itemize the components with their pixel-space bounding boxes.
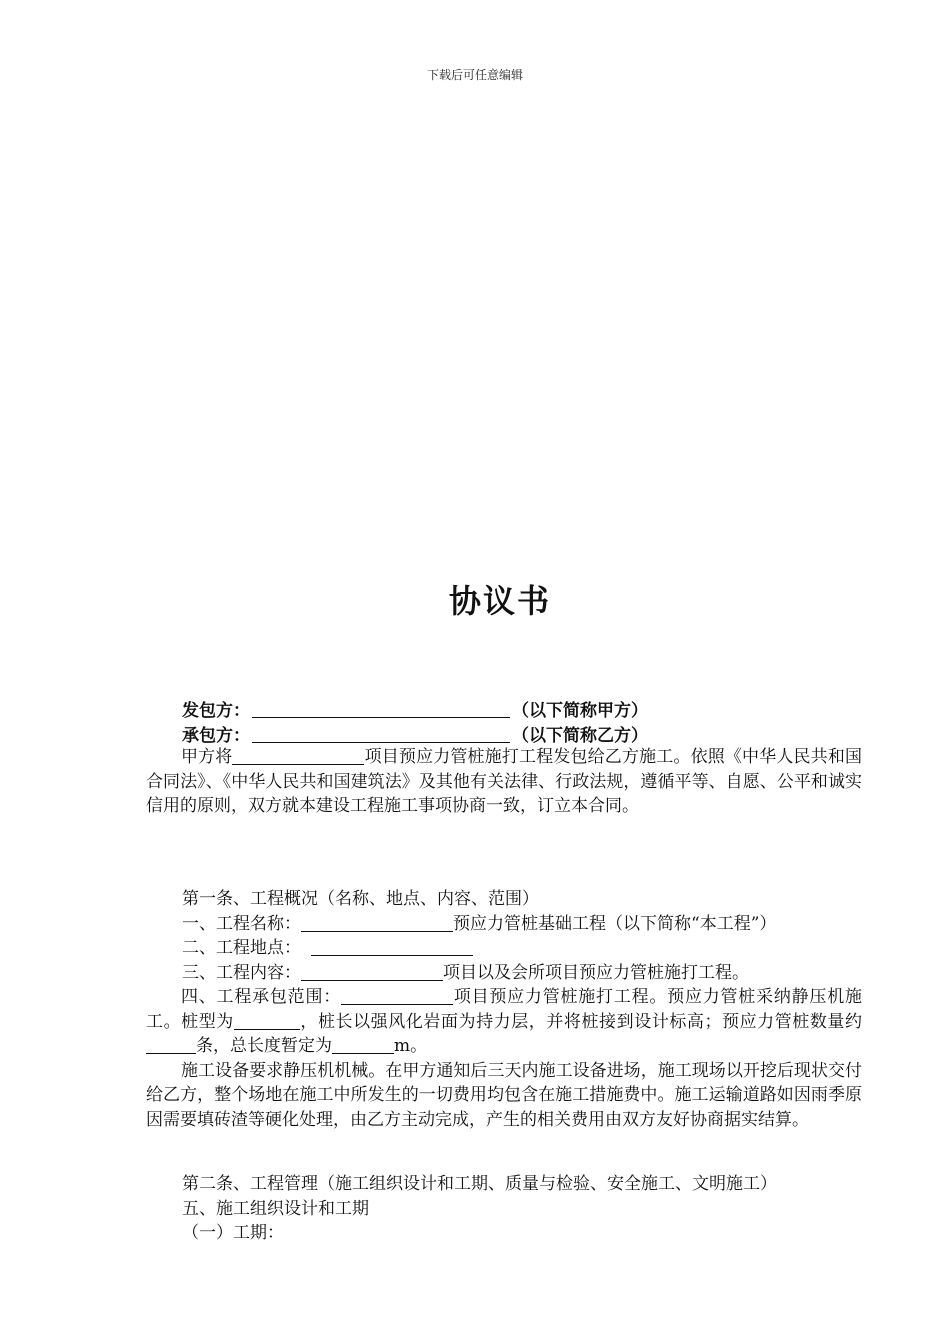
employer-label: 发包方： [182,701,250,721]
contractor-blank[interactable] [252,724,510,743]
document-title: 协议书 [448,582,551,620]
intro-paragraph [146,745,862,819]
project-scope-rest-1: 项目预应力管桩施打工程。预应力管桩采纳静压机施工。桩型为 [146,987,862,1032]
project-content-label: 三、工程内容： [182,962,301,983]
subsection-5-heading: 五、施工组织设计和工期 [182,1198,369,1219]
project-scope-rest-3: 条，总长度暂定为 [196,1036,332,1056]
employer-suffix: （以下简称甲方） [512,701,648,721]
equipment-paragraph: 施工设备要求静压机机械。在甲方通知后三天内施工设备进场，施工现场以开挖后现状交付给乙方，整个场地在施工中所发生的一切费用均包含在施工措施费中。施工运输道路如因雨季原因需要填砖渣等硬化处理，由乙方主动完成，产生的相关费用由双方友好协商据实结算。 [146,1060,862,1130]
project-name-blank[interactable] [232,746,364,765]
project-content-line [146,961,862,986]
project-scope-field[interactable] [341,986,453,1005]
subsection-5-1-heading: （一）工期： [182,1223,284,1243]
employer-blank[interactable] [252,699,510,718]
project-scope-paragraph [146,985,862,1059]
intro-prefix: 甲方将 [181,747,233,767]
contractor-label: 承包方： [182,726,250,746]
total-length-field[interactable] [332,1035,394,1054]
pile-count-field[interactable] [146,1035,196,1054]
header-note: 下载后可任意编辑 [426,68,523,82]
project-scope-rest-2: ，桩长以强风化岩面为持力层，并将桩接到设计标高；预应力管桩数量约 [299,1011,863,1032]
project-name-rest: 预应力管桩基础工程（以下简称“本工程”） [453,913,777,934]
article-1-section [146,887,862,1132]
project-name-label: 一、工程名称： [182,913,301,934]
article-2-section [146,1172,862,1246]
employer-line [182,699,648,724]
intro-section [146,745,862,819]
project-site-label: 二、工程地点： [182,938,301,958]
project-content-rest: 项目以及会所项目预应力管桩施打工程。 [443,962,749,983]
project-name-field[interactable] [301,913,453,932]
intro-rest: 项目预应力管桩施打工程发包给乙方施工。依照《中华人民共和国合同法》、《中华人民共和国建筑法》及其他有关法律、行政法规，遵循平等、自愿、公平和诚实信用的原则，双方就本建设工程施工事项协商一致，订立本合同。 [146,747,862,816]
pile-type-field[interactable] [234,1011,300,1030]
article-1-heading: 第一条、工程概况（名称、地点、内容、范围） [182,889,539,909]
project-content-field[interactable] [301,962,443,981]
project-site-line [146,936,862,961]
parties-block [182,699,648,749]
project-scope-label: 四、工程承包范围： [181,987,342,1007]
contractor-suffix: （以下简称乙方） [512,726,648,746]
article-2-heading: 第二条、工程管理（施工组织设计和工期、质量与检验、安全施工、文明施工） [182,1174,777,1194]
project-site-field[interactable] [311,937,473,956]
project-name-line [146,912,862,937]
project-scope-rest-4: m。 [394,1036,428,1056]
